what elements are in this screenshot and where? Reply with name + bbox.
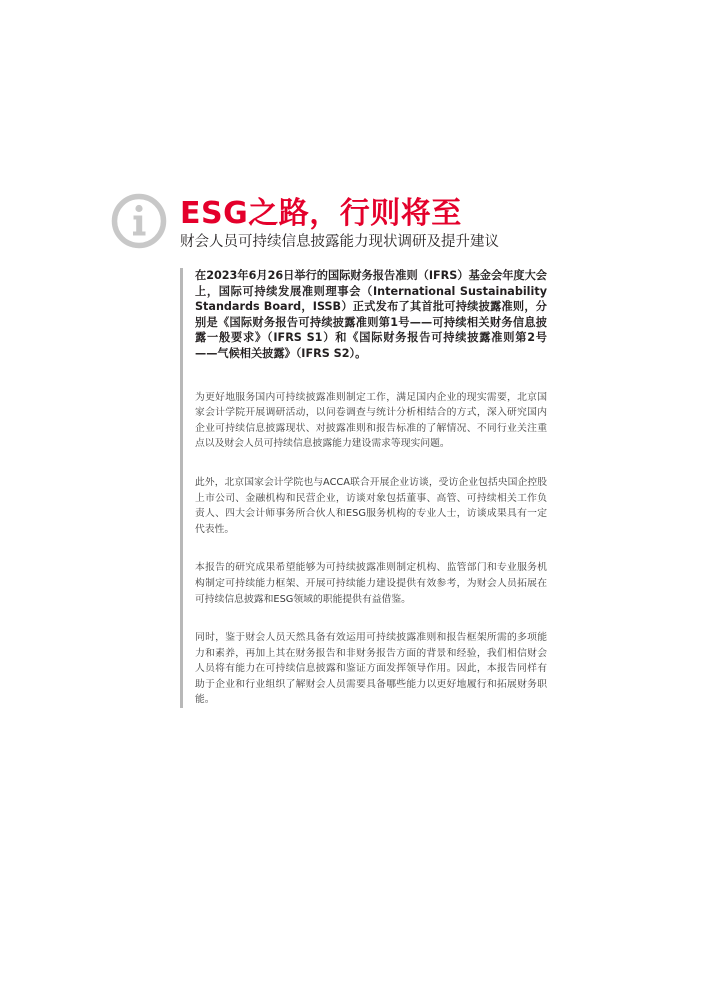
page-title: ESG之路，行则将至 [180,196,462,231]
body-paragraph-3: 本报告的研究成果希望能够为可持续披露准则制定机构、监管部门和专业服务机构制定可持续能力框架、开展可持续能力建设提供有效参考，为财会人员拓展在可持续信息披露和ESG领域的职能提供有益借鉴。 [195,562,547,605]
page-subtitle: 财会人员可持续信息披露能力现状调研及提升建议 [180,234,499,250]
body-paragraph-4: 同时，鉴于财会人员天然具备有效运用可持续披露准则和报告框架所需的多项能力和素养，再加上其在财务报告和非财务报告方面的背景和经验，我们相信财会人员将有能力在可持续信息披露和鉴证方面发挥领导作用。因此，本报告同样有助于企业和行业组织了解财会人员需要具备哪些能力以更好地履行和拓展财务职能。 [195,632,547,706]
article-body [180,268,547,708]
lead-paragraph: 在2023年6月26日举行的国际财务报告准则（IFRS）基金会年度大会上，国际可持续发展准则理事会（International Sustainability Standards Board，ISSB）正式发布了其首批可持续披露准则，分别是《国际财务报告可持续披露准则第1号——可持续相关财务信息披露一般要求》（IFRS S1）和《国际财务报告可持续披露准则第2号——气候相关披露》（IFRS S2）。 [195,269,547,360]
body-paragraph-1: 为更好地服务国内可持续披露准则制定工作，满足国内企业的现实需要，北京国家会计学院开展调研活动，以问卷调查与统计分析相结合的方式，深入研究国内企业可持续信息披露现状、对披露准则和报告标准的了解情况、不同行业关注重点以及财会人员可持续信息披露能力建设需求等现实问题。 [195,391,547,450]
body-paragraph-2: 此外，北京国家会计学院也与ACCA联合开展企业访谈，受访企业包括央国企控股上市公司、金融机构和民营企业，访谈对象包括董事、高管、可持续相关工作负责人、四大会计师事务所合伙人和ESG服务机构的专业人士，访谈成果具有一定代表性。 [195,476,547,535]
info-circle-icon [111,193,167,249]
